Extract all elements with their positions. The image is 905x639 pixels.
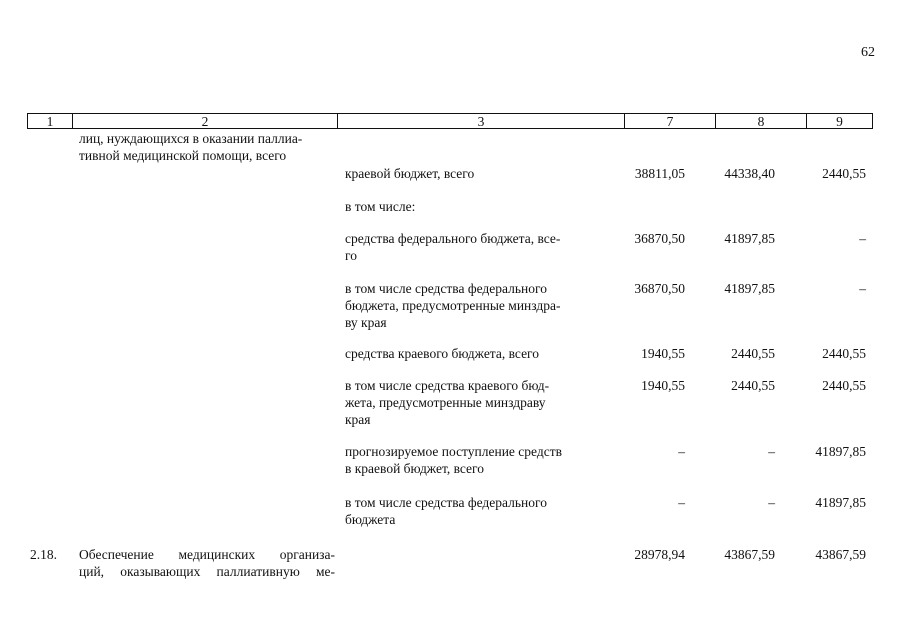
description-line: в том числе средства краевого бюд- xyxy=(345,378,550,393)
description-line: ву края xyxy=(345,315,387,330)
item-name xyxy=(79,546,335,580)
value-col-8: 41897,85 xyxy=(724,281,775,296)
value-col-7: – xyxy=(678,495,685,510)
description-line: края xyxy=(345,412,371,427)
description-line: в краевой бюджет, всего xyxy=(345,461,484,476)
value-col-8: – xyxy=(768,495,775,510)
item-name-line: ций, оказывающих паллиативную ме- xyxy=(79,564,335,579)
header-col-9: 9 xyxy=(836,114,843,129)
item-name-line: Обеспечение медицинских организа- xyxy=(79,547,335,562)
value-col-8: 2440,55 xyxy=(731,346,775,361)
continued-text-line: лиц, нуждающихся в оказании паллиа- xyxy=(79,131,303,146)
description-line: бюджета xyxy=(345,512,396,527)
page-number: 62 xyxy=(861,45,875,60)
header-col-2: 2 xyxy=(73,114,338,128)
value-col-8: 43867,59 xyxy=(724,547,775,562)
value-col-8: 41897,85 xyxy=(724,231,775,246)
value-col-8: 44338,40 xyxy=(724,166,775,181)
row-description: средства краевого бюджета, всего xyxy=(345,346,540,361)
value-col-7: 36870,50 xyxy=(634,231,685,246)
row-description xyxy=(345,494,592,528)
item-number: 2.18. xyxy=(30,547,57,562)
description-line: жета, предусмотренные минздраву xyxy=(345,395,546,410)
value-col-7: 1940,55 xyxy=(641,378,685,393)
value-col-9: 43867,59 xyxy=(815,547,866,562)
value-col-7: 38811,05 xyxy=(634,166,685,181)
value-col-9: 2440,55 xyxy=(822,166,866,181)
header-col-3: 3 xyxy=(338,114,625,128)
value-col-9: 2440,55 xyxy=(822,346,866,361)
value-col-9: 2440,55 xyxy=(822,378,866,393)
header-col-1: 1 xyxy=(28,114,73,128)
header-col-8: 8 xyxy=(716,114,807,128)
row-description: краевой бюджет, всего xyxy=(345,166,475,181)
description-line: в том числе средства федерального xyxy=(345,281,547,296)
row-description xyxy=(345,280,592,331)
description-line: го xyxy=(345,248,357,263)
row-description xyxy=(345,230,592,264)
value-col-9: 41897,85 xyxy=(815,444,866,459)
value-col-7: 28978,94 xyxy=(634,547,685,562)
value-col-7: 36870,50 xyxy=(634,281,685,296)
row-description xyxy=(345,377,592,428)
value-col-8: – xyxy=(768,444,775,459)
description-line: средства федерального бюджета, все- xyxy=(345,231,561,246)
row-description: в том числе: xyxy=(345,199,416,214)
header-col-7: 7 xyxy=(625,114,716,128)
value-col-7: – xyxy=(678,444,685,459)
value-col-9: – xyxy=(859,281,866,296)
continued-item-text xyxy=(79,130,335,164)
continued-text-line: тивной медицинской помощи, всего xyxy=(79,148,287,163)
value-col-8: 2440,55 xyxy=(731,378,775,393)
description-line: прогнозируемое поступление средств xyxy=(345,444,562,459)
table-header xyxy=(27,113,873,129)
description-line: бюджета, предусмотренные минздра- xyxy=(345,298,561,313)
row-description xyxy=(345,443,592,477)
value-col-7: 1940,55 xyxy=(641,346,685,361)
description-line: в том числе средства федерального xyxy=(345,495,547,510)
value-col-9: – xyxy=(859,231,866,246)
value-col-9: 41897,85 xyxy=(815,495,866,510)
